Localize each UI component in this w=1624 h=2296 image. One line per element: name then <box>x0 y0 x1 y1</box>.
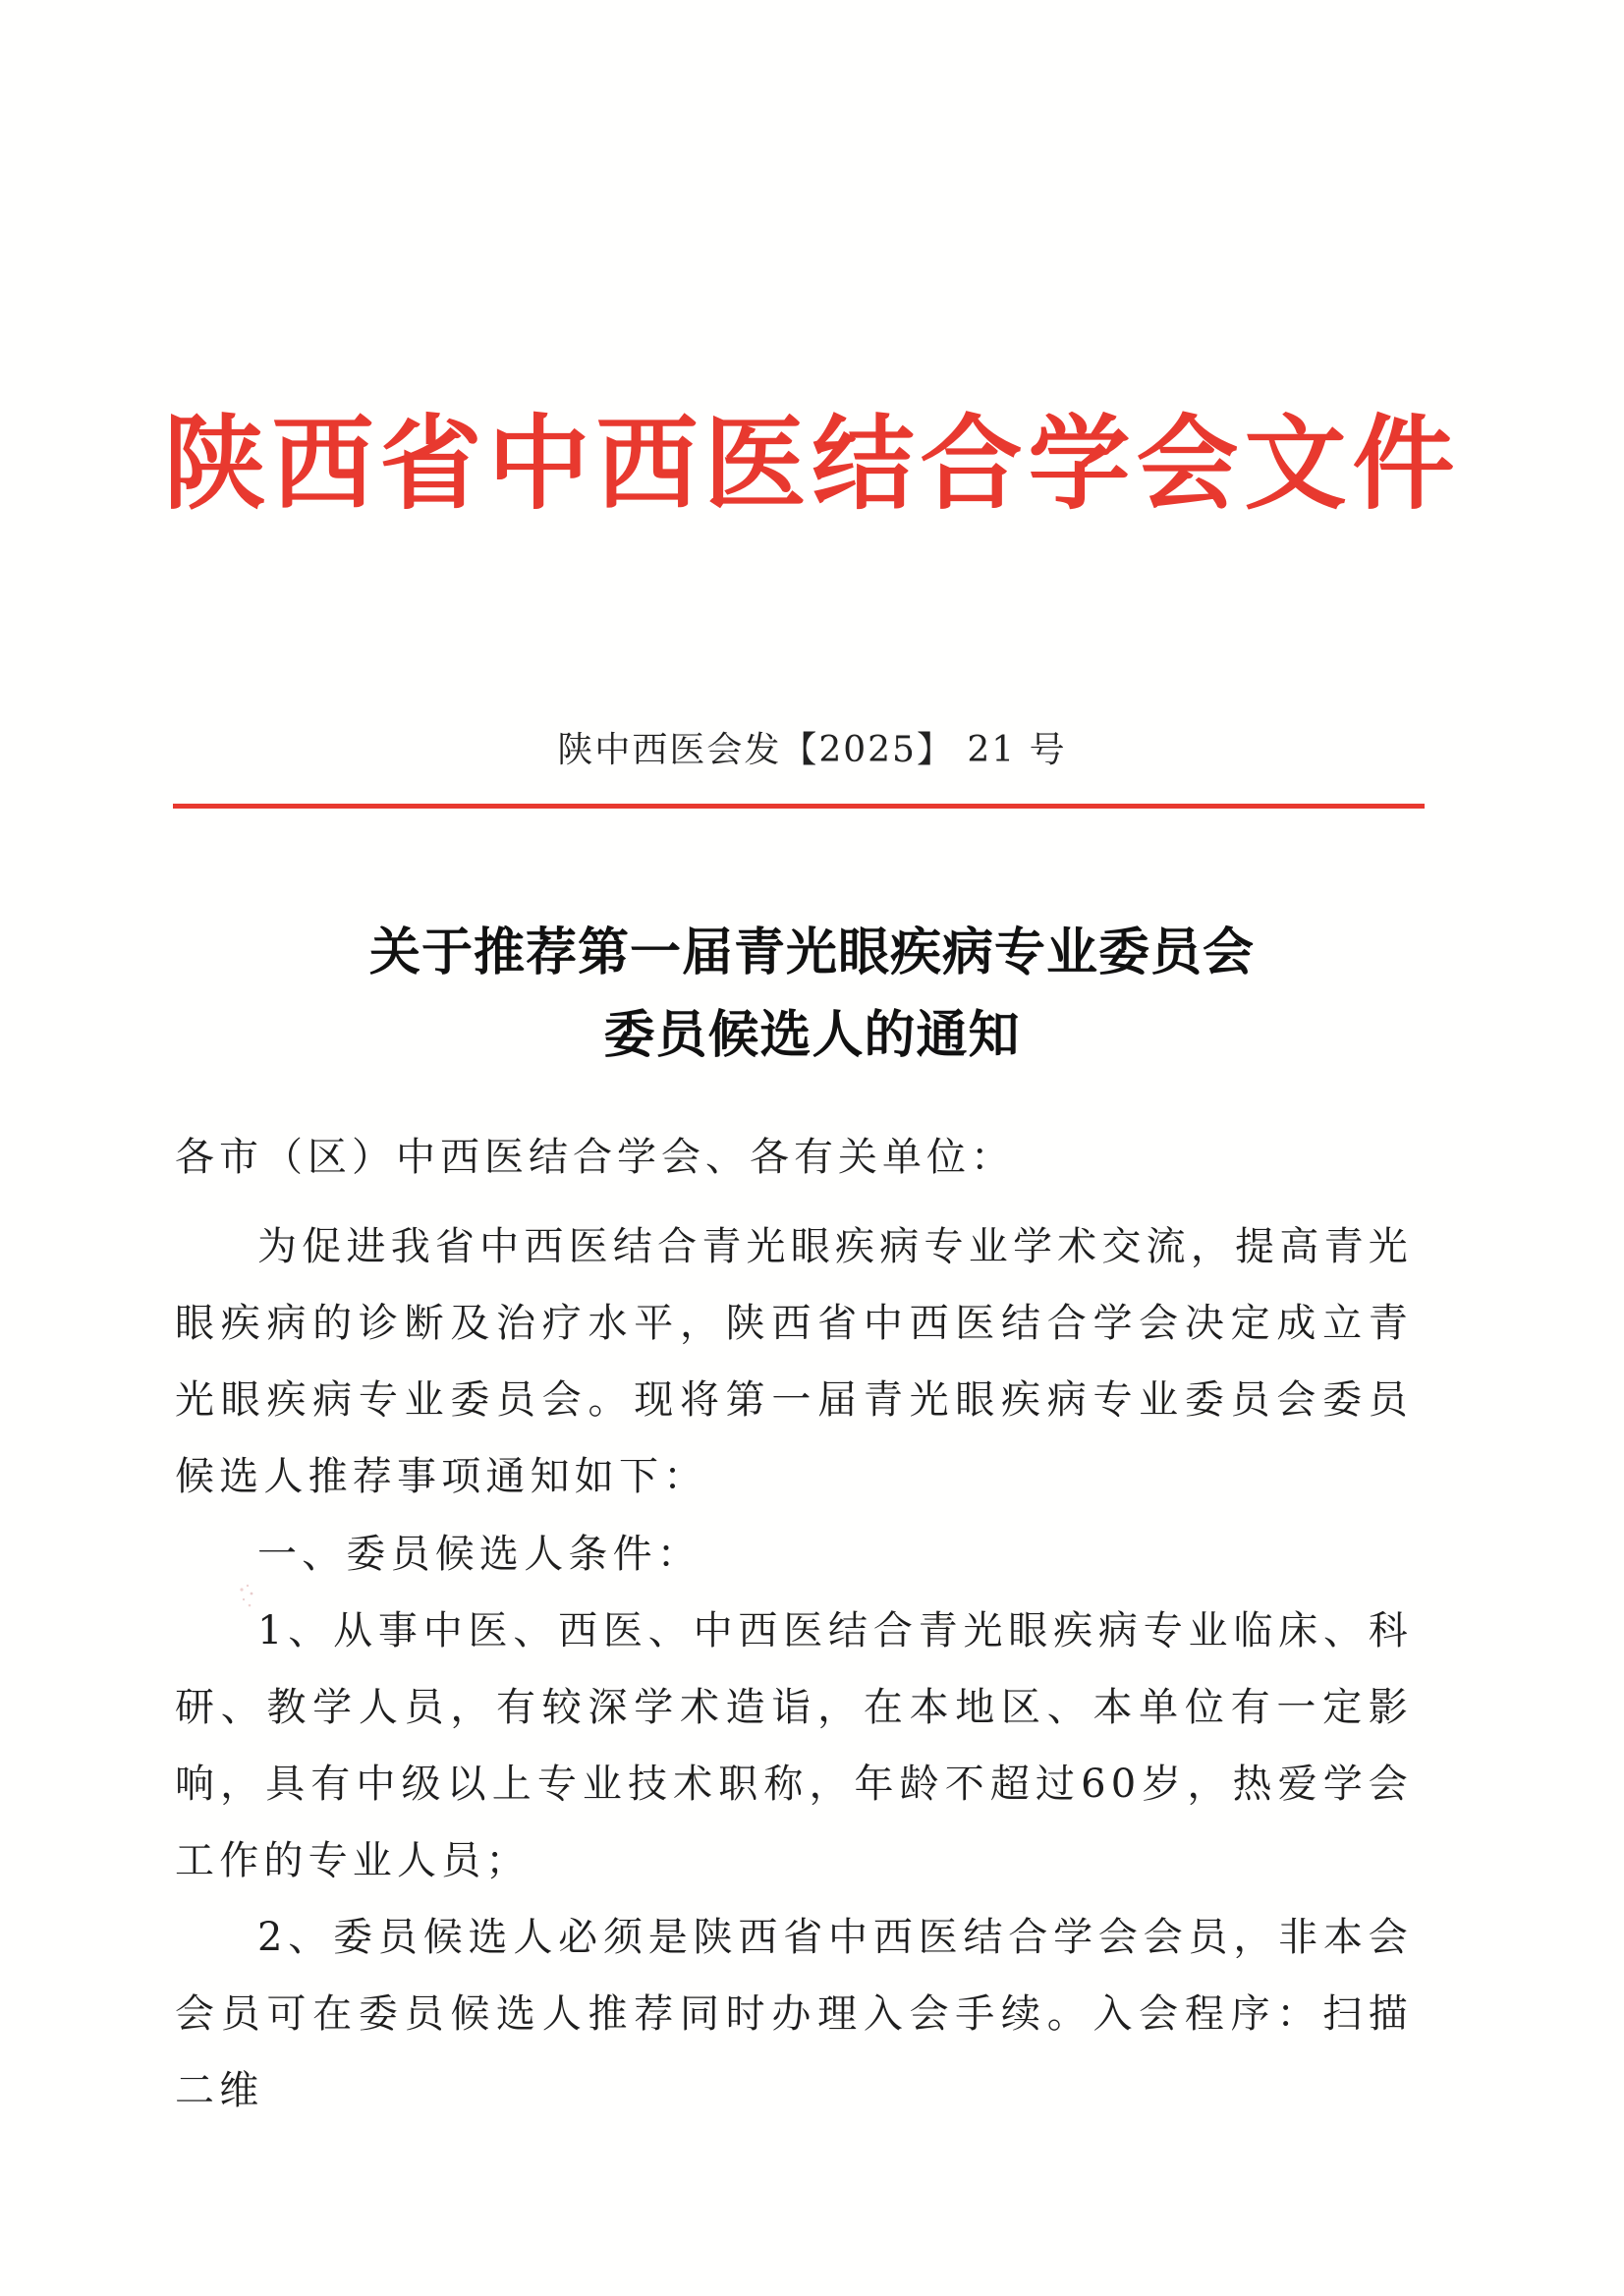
condition-item-1: 1、从事中医、西医、中西医结合青光眼疾病专业临床、科研、教学人员，有较深学术造诣，在本地区、本单位有一定影响，具有中级以上专业技术职称，年龄不超过60岁，热爱学会工作的专业人员； <box>175 1608 1413 1883</box>
condition-item-2: 2、委员候选人必须是陕西省中西医结合学会会员，非本会会员可在委员候选人推荐同时办理入会手续。入会程序：扫描二维 <box>175 1915 1413 2113</box>
notice-title-line-2: 委员候选人的通知 <box>603 1006 1021 1065</box>
salutation: 各市（区）中西医结合学会、各有关单位： <box>175 1135 1015 1180</box>
intro-paragraph: 为促进我省中西医结合青光眼疾病专业学术交流，提高青光眼疾病的诊断及治疗水平，陕西省中西医结合学会决定成立青光眼疾病专业委员会。现将第一届青光眼疾病专业委员会委员候选人推荐事项通知如下： <box>175 1224 1413 1499</box>
masthead-title: 陕西省中西医结合学会文件 <box>163 404 1461 524</box>
document-number: 陕中西医会发【2025】 21 号 <box>557 730 1067 770</box>
notice-title <box>0 912 1624 1077</box>
red-divider-line <box>173 804 1425 809</box>
section-heading-candidate-conditions: 一、委员候选人条件： <box>257 1532 701 1577</box>
notice-title-line-1: 关于推荐第一届青光眼疾病专业委员会 <box>368 924 1255 982</box>
scan-speck-mark <box>236 1582 257 1611</box>
